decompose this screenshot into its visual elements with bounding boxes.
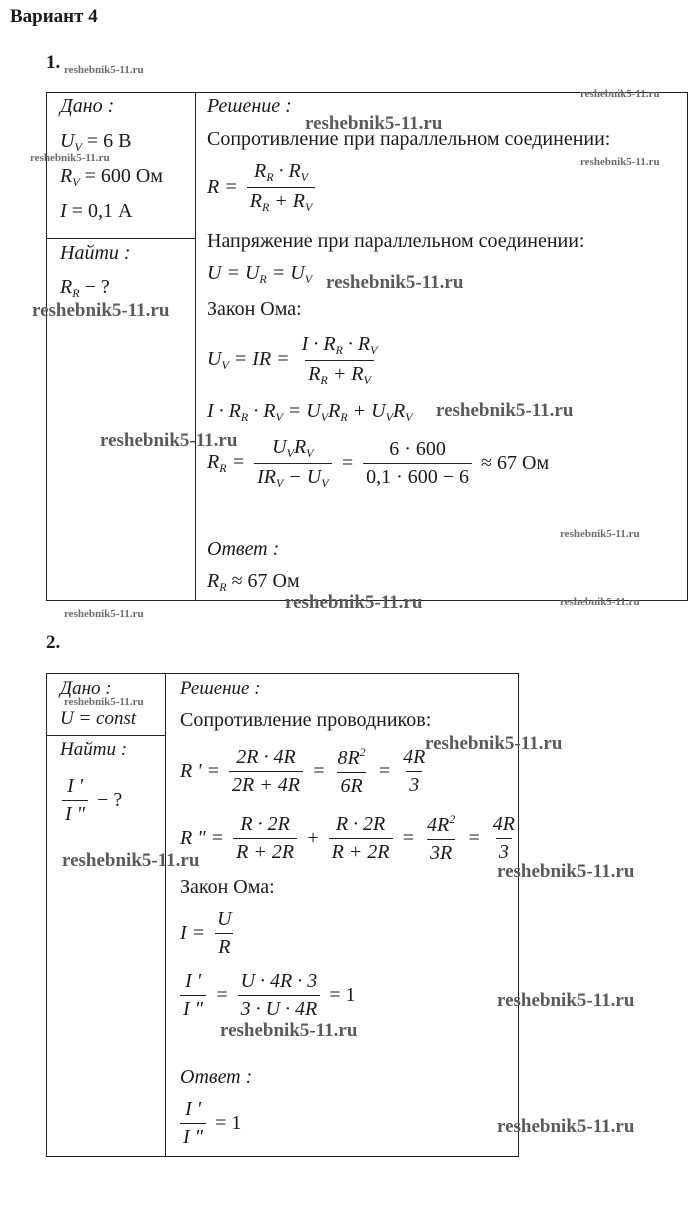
find-label: Найти : — [60, 242, 131, 264]
formula-r-prime: R ' = $\frac{2R \cdot 4R}{2R + 4R}$ = $\frac{8R^2}{6R}$ = $\frac{4R}{3}$ — [180, 745, 426, 797]
watermark: reshebnik5-11.ru — [497, 861, 635, 882]
given-resistance: $R_V = 600$ Ом — [60, 165, 163, 189]
watermark: reshebnik5-11.ru — [580, 88, 660, 100]
formula-r-double-prime: R " = $\frac{R \cdot 2R}{R + 2R}$ + $\frac{R \cdot 2R}{R + 2R}$ = $\frac{4R^2}{3R}$ = $\frac{4R}{3}$ — [180, 812, 515, 864]
answer-value: $R_R \approx 67$ Ом — [207, 570, 300, 594]
watermark: reshebnik5-11.ru — [285, 592, 423, 613]
watermark: reshebnik5-11.ru — [64, 64, 144, 76]
watermark: reshebnik5-11.ru — [32, 300, 170, 321]
problem-2-given-divider — [46, 735, 166, 736]
watermark: reshebnik5-11.ru — [580, 156, 660, 168]
watermark: reshebnik5-11.ru — [64, 696, 144, 708]
watermark: reshebnik5-11.ru — [30, 152, 110, 164]
problem-2-number: 2. — [46, 632, 61, 653]
watermark: reshebnik5-11.ru — [305, 113, 443, 134]
denominator-values: 0,1 · 600 − 6 — [363, 463, 472, 489]
text-conductors: Сопротивление проводников: — [180, 709, 432, 731]
given-voltage: $U_V = 6$ В — [60, 130, 132, 154]
given-label-2: Дано : — [60, 678, 112, 699]
answer-label-2: Ответ : — [180, 1066, 253, 1088]
watermark: reshebnik5-11.ru — [220, 1020, 358, 1041]
watermark: reshebnik5-11.ru — [560, 596, 640, 608]
numerator-values: 6 · 600 — [389, 438, 446, 460]
find-label-2: Найти : — [60, 739, 128, 760]
watermark: reshebnik5-11.ru — [560, 528, 640, 540]
result-approx: ≈ 67 Ом — [481, 452, 550, 474]
page-title: Вариант 4 — [10, 6, 98, 27]
formula-current: I = $\frac{U}{R}$ — [180, 908, 232, 958]
text-parallel-resistance: Сопротивление при параллельном соединении: — [207, 128, 611, 150]
watermark: reshebnik5-11.ru — [64, 608, 144, 620]
solution-label: Решение : — [207, 95, 292, 117]
watermark: reshebnik5-11.ru — [497, 1116, 635, 1137]
watermark: reshebnik5-11.ru — [497, 990, 635, 1011]
formula-ratio: $\frac{I '}{I "}$ = $\frac{U \cdot 4R \cdot 3}{3 \cdot U \cdot 4R}$ = 1 — [176, 970, 356, 1021]
watermark: reshebnik5-11.ru — [326, 272, 464, 293]
formula-expand: $I \cdot R_R \cdot R_V = U_VR_R + U_VR_V$ — [207, 400, 413, 424]
formula-parallel-resistance: R = $\frac{R_R \cdot R_V}{R_R + R_V}$ — [207, 160, 319, 215]
given-label: Дано : — [60, 95, 115, 117]
formula-voltage: $U = U_R = U_V$ — [207, 262, 313, 286]
watermark: reshebnik5-11.ru — [425, 733, 563, 754]
solution-label-2: Решение : — [180, 678, 261, 699]
find-ratio: $\frac{I '}{I "}$ − ? — [58, 775, 122, 826]
watermark: reshebnik5-11.ru — [62, 850, 200, 871]
problem-1-given-divider — [46, 238, 196, 239]
watermark: reshebnik5-11.ru — [100, 430, 238, 451]
problem-1-divider — [195, 92, 196, 601]
answer-label: Ответ : — [207, 538, 280, 560]
formula-result: $R_R$ = $\frac{U_VR_V}{IR_V - U_V}$ = $\frac{6 \cdot 600}{0,1 \cdot 600 - 6}$ ≈ 67 Ом — [207, 436, 550, 490]
find-unknown: $R_R$ − ? — [60, 276, 110, 300]
problem-1-number: 1. — [46, 52, 61, 73]
watermark: reshebnik5-11.ru — [436, 400, 574, 421]
text-ohm-law-2: Закон Ома: — [180, 876, 275, 898]
text-ohm-law: Закон Ома: — [207, 298, 302, 320]
problem-2-divider — [165, 673, 166, 1157]
text-parallel-voltage: Напряжение при параллельном соединении: — [207, 230, 585, 252]
formula-ohm: $U_V$ = IR = $\frac{I \cdot R_R \cdot R_V}{R_R + R_V}$ — [207, 333, 378, 387]
answer-ratio: $\frac{I '}{I "}$ = 1 — [176, 1098, 241, 1149]
given-const: U = const — [60, 708, 137, 729]
given-current: I = 0,1 А — [60, 200, 133, 222]
